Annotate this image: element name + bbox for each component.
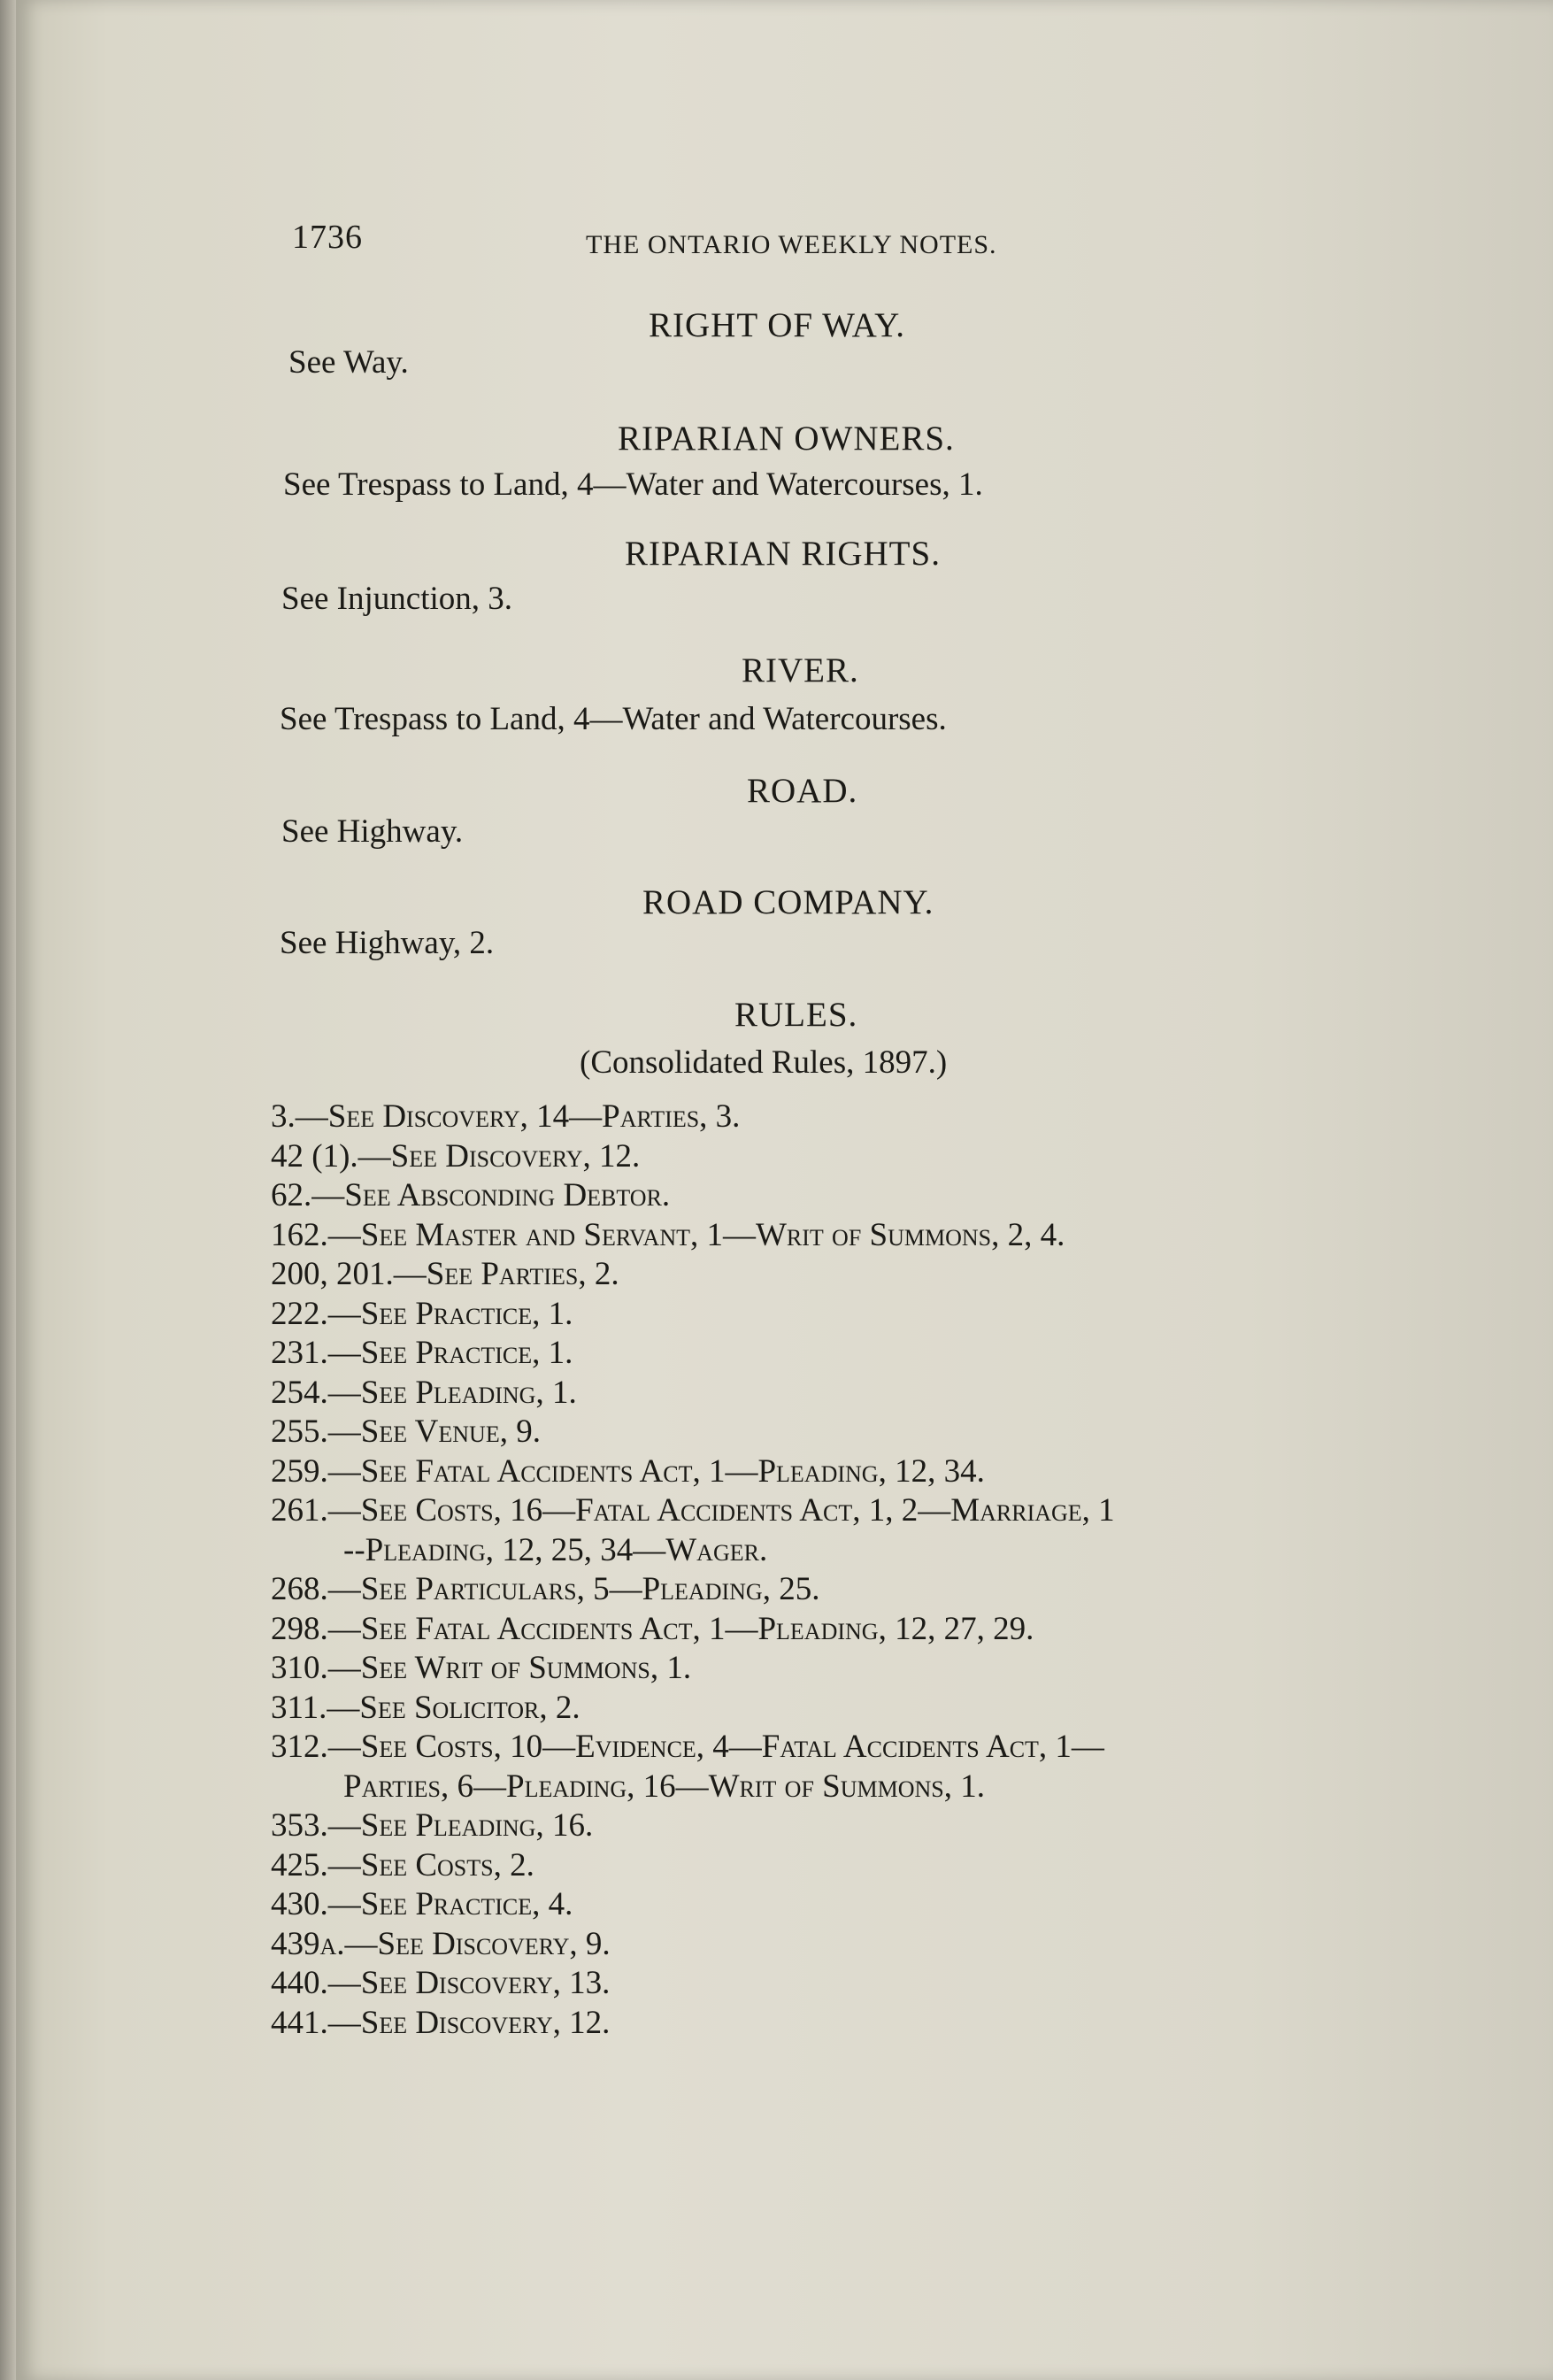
list-item: 254.—See Pleading, 1.: [271, 1374, 577, 1411]
entry-reference: See Trespass to Land, 4—Water and Watercourses.: [280, 701, 947, 737]
list-item: 430.—See Practice, 4.: [271, 1886, 573, 1922]
list-item-continuation: Parties, 6—Pleading, 16—Writ of Summons, 1.: [343, 1768, 986, 1805]
list-item: 42 (1).—See Discovery, 12.: [271, 1137, 641, 1175]
list-item: 440.—See Discovery, 13.: [271, 1965, 611, 2001]
list-item: 261.—See Costs, 16—Fatal Accidents Act, 1, 2—Marriage, 1: [271, 1492, 1115, 1529]
entry-reference: See Highway.: [281, 813, 464, 850]
entry-heading: RIGHT OF WAY.: [649, 306, 906, 344]
list-item: 439a.—See Discovery, 9.: [271, 1925, 611, 1962]
list-item: 222.—See Practice, 1.: [271, 1295, 573, 1332]
list-item: 311.—See Solicitor, 2.: [271, 1689, 580, 1726]
running-head: [0, 218, 1553, 262]
entry-heading: RIPARIAN OWNERS.: [618, 420, 955, 458]
entry-heading: RIVER.: [742, 651, 859, 689]
list-item-continuation: --Pleading, 12, 25, 34—Wager.: [343, 1531, 768, 1568]
list-item: 353.—See Pleading, 16.: [271, 1807, 594, 1844]
entry-reference: See Highway, 2.: [280, 925, 495, 961]
entry-reference: See Way.: [288, 344, 409, 381]
entry-heading: RIPARIAN RIGHTS.: [625, 535, 941, 573]
rules-subheading: (Consolidated Rules, 1897.): [580, 1044, 948, 1081]
list-item: 162.—See Master and Servant, 1—Writ of Summons, 2, 4.: [271, 1216, 1065, 1253]
list-item: 298.—See Fatal Accidents Act, 1—Pleading, 12, 27, 29.: [271, 1610, 1034, 1647]
entry-reference: See Injunction, 3.: [281, 581, 513, 617]
list-item: 268.—See Particulars, 5—Pleading, 25.: [271, 1571, 820, 1607]
list-item: 255.—See Venue, 9.: [271, 1413, 541, 1450]
list-item: 62.—See Absconding Debtor.: [271, 1177, 671, 1213]
list-item: 441.—See Discovery, 12.: [271, 2004, 611, 2041]
page-number: 1736: [292, 219, 363, 256]
entry-heading: ROAD.: [747, 772, 858, 810]
entry-heading: ROAD COMPANY.: [642, 883, 934, 921]
list-item: 425.—See Costs, 2.: [271, 1846, 534, 1883]
rules-list: [271, 1098, 1368, 2043]
journal-title: THE ONTARIO WEEKLY NOTES.: [586, 230, 997, 259]
list-item: 231.—See Practice, 1.: [271, 1335, 573, 1371]
list-item: 3.—See Discovery, 14—Parties, 3.: [271, 1098, 741, 1135]
list-item: 312.—See Costs, 10—Evidence, 4—Fatal Accidents Act, 1—: [271, 1729, 1104, 1765]
entry-reference: See Trespass to Land, 4—Water and Watercourses, 1.: [283, 466, 983, 503]
list-item: 200, 201.—See Parties, 2.: [271, 1256, 619, 1292]
list-item: 259.—See Fatal Accidents Act, 1—Pleading, 12, 34.: [271, 1452, 985, 1490]
list-item: 310.—See Writ of Summons, 1.: [271, 1650, 692, 1686]
rules-heading: RULES.: [734, 996, 858, 1034]
